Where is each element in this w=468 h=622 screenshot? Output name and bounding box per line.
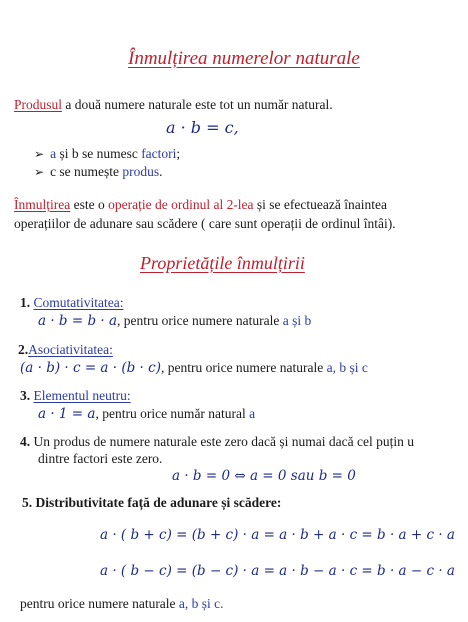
property-text: , pentru orice numere naturale <box>117 313 283 328</box>
bullet-text: b se numesc <box>68 146 142 161</box>
property-name: Elementul neutru: <box>33 388 131 403</box>
order-highlight: operație de ordinul al 2-lea <box>108 197 254 212</box>
property-2-header <box>18 342 113 358</box>
property-vars: a <box>249 406 256 421</box>
order-line-1 <box>14 197 387 213</box>
property-3-header <box>20 388 131 404</box>
bullet-factors <box>34 146 180 162</box>
bullet-var-a: a <box>50 146 60 161</box>
property-4-line-2: dintre factori este zero. <box>38 451 163 466</box>
property-vars: a și b <box>282 313 312 328</box>
property-number: 3. <box>20 388 34 403</box>
term-factori: factori <box>141 146 177 161</box>
property-1-header <box>20 295 123 311</box>
property-1-body <box>38 313 311 329</box>
intro-line <box>14 97 333 113</box>
property-number: 2. <box>18 342 29 357</box>
term-inmultirea: Înmulțirea <box>14 197 71 212</box>
property-number: 4. <box>20 434 34 449</box>
arrow-bullet-icon: ➢ <box>34 147 45 161</box>
property-4-line-1 <box>20 434 468 450</box>
property-formula: a · b = b · a <box>38 313 118 329</box>
property-text: , pentru orice numere naturale <box>160 360 327 375</box>
property-formula: (a · b) · c = a · (b · c) <box>20 360 161 376</box>
order-text: este o <box>70 197 109 212</box>
property-name: Comutativitatea: <box>33 295 124 310</box>
term-produs: produs <box>122 164 160 179</box>
term-produsul: Produsul <box>14 97 63 112</box>
footer-vars: a, b și c. <box>178 596 224 611</box>
footer-line <box>20 596 224 612</box>
property-2-body <box>20 360 368 376</box>
arrow-bullet-icon: ➢ <box>34 165 45 179</box>
property-text: , pentru orice număr natural <box>95 406 250 421</box>
property-text: Distributivitate față de adunare și scădere: <box>35 495 282 510</box>
bullet-product <box>34 164 163 180</box>
property-vars: a, b și c <box>326 360 368 375</box>
order-line-2: operațiilor de adunare sau scădere ( care sunt operații de ordinul întâi). <box>14 216 396 231</box>
product-formula: a · b = c, <box>166 118 239 137</box>
distributivity-addition-formula: a · ( b + c) = (b + c) · a = a · b + a · c = b · a + c · a <box>100 527 455 543</box>
bullet-punct: ; <box>176 146 181 161</box>
property-text: Un produs de numere naturale este zero dacă și numai dacă cel puțin u <box>33 434 414 449</box>
order-text-end: și se efectuează înaintea <box>253 197 387 212</box>
footer-text: pentru orice numere naturale <box>20 596 179 611</box>
bullet-text: c se numește <box>50 164 123 179</box>
property-5-header <box>22 495 281 511</box>
property-number: 1. <box>20 295 34 310</box>
property-4-formula: a · b = 0 ⇔ a = 0 sau b = 0 <box>172 468 356 484</box>
bullet-and: și <box>59 146 69 161</box>
property-number: 5. <box>22 495 36 510</box>
page-title: Înmulțirea numerelor naturale <box>128 48 360 69</box>
intro-text: a două numere naturale este tot un număr natural. <box>62 97 333 112</box>
section-title: Proprietățile înmulțirii <box>140 253 305 273</box>
property-name: Asociativitatea: <box>28 342 113 357</box>
property-formula: a · 1 = a <box>38 406 96 422</box>
bullet-punct: . <box>159 164 163 179</box>
property-3-body <box>38 406 255 422</box>
distributivity-subtraction-formula: a · ( b − c) = (b − c) · a = a · b − a · c = b · a − c · a <box>100 563 455 579</box>
